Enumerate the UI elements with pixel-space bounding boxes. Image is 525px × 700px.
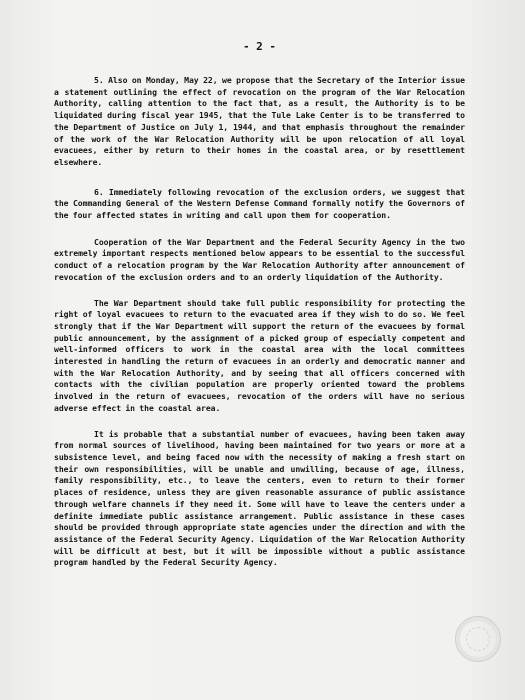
paragraph-6-governors-notification: 6. Immediately following revocation of the exclusion orders, we suggest that the Commanding General of the Western Defense Command formally notify the Governors of the four affected states in writing and call upon them for cooperation. bbox=[54, 186, 465, 221]
archive-stamp bbox=[455, 616, 501, 662]
paragraph-5-secretary-statement: 5. Also on Monday, May 22, we propose that the Secretary of the Interior issue a statement outlining the effect of revocation on the program of the War Relocation Authority, calling attention to the fact that, as a result, the Authority is to be liquidated during fiscal year 1945, that the Tule Lake Center is to be transferred to the Department of Justice on July 1, 1944, and that emphasis throughout the remainder of the work of the War Relocation Authority will be upon relocation of all loyal evacuees, either by return to their homes in the coastal area, or by resettlement elsewhere. bbox=[54, 75, 465, 167]
paragraph-public-assistance: It is probable that a substantial number of evacuees, having been taken away from normal sources of livelihood, having been maintained for two years or more at a subsistence level, and being faced now with the necessity of making a fresh start on their own responsibilities, will be unable and unwilling, because of age, illness, family responsibility, etc., to leave the centers, even to return to their former places of residence, unless they are given reasonable assurance of public assistance through welfare channels if they need it. Some will have to leave the centers under a definite immediate public assistance arrangement. Public assistance in these cases should be provided through appropriate state agencies under the direction and with the assistance of the Federal Security Agency. Liquidation of the War Relocation Authority will be difficult at best, but it will be impossible without a public assistance program handled by the Federal Security Agency. bbox=[54, 428, 465, 568]
paragraph-cooperation: Cooperation of the War Department and the Federal Security Agency in the two extremely important respects mentioned below appears to be essential to the successful conduct of a relocation program by the War Relocation Authority after announcement of revocation of the exclusion orders and to an orderly liquidation of the Authority. bbox=[54, 236, 465, 282]
paragraph-war-department: The War Department should take full public responsibility for protecting the right of loyal evacuees to return to the evacuated area if they wish to do so. We feel strongly that if the War Department will support the return of the evacuees by formal public announcement, by the assignment of a picked group of especially competent and well-informed officers to work in the coastal area with the local committees interested in handling the return of evacuees in an orderly and democratic manner and with the War Relocation Authority, and by seeing that all officers concerned with contacts with the civilian population are properly oriented toward the problems involved in the return of evacuees, revocation of the orders will have no serious adverse effect in the coastal area. bbox=[54, 297, 465, 413]
page-number: - 2 - bbox=[242, 40, 277, 53]
